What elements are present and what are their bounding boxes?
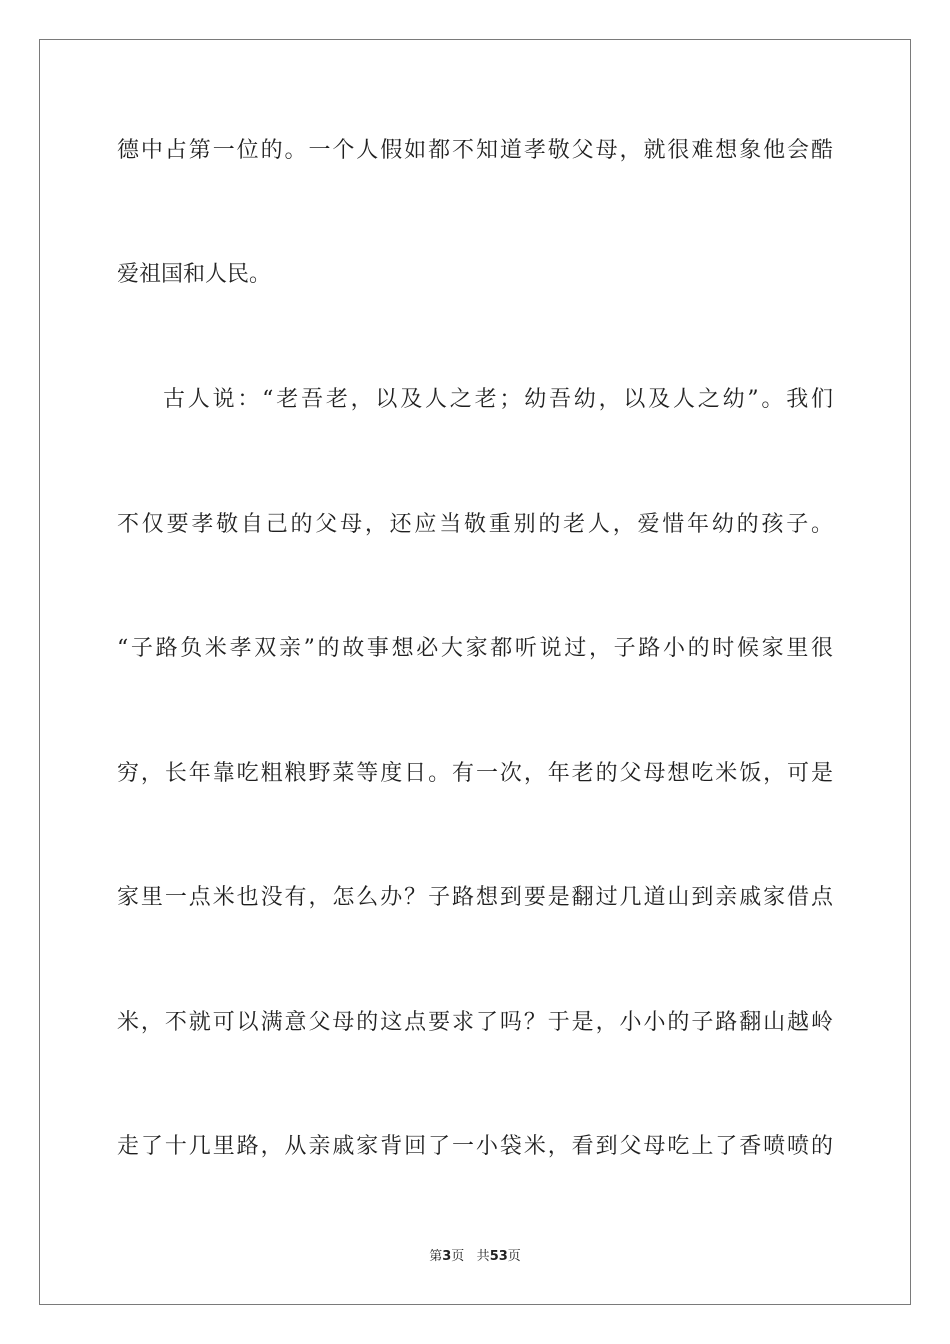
page-prefix: 第 [429,1249,443,1264]
page-number: 3 [442,1249,452,1264]
page-footer [0,1245,950,1269]
page-suffix: 页 [451,1249,465,1264]
text-line: 古人说：“老吾老，以及人之老；幼吾幼，以及人之幼”。我们 [163,387,833,412]
total-pages: 53 [489,1249,508,1264]
total-prefix: 共 [476,1249,490,1264]
page-frame [39,39,911,1305]
text-line: 不仅要孝敬自己的父母，还应当敬重别的老人，爱惜年幼的孩子。 [117,512,833,537]
text-line: “子路负米孝双亲”的故事想必大家都听说过，子路小的时候家里很 [117,636,833,661]
text-line: 穷，长年靠吃粗粮野菜等度日。有一次，年老的父母想吃米饭，可是 [117,761,833,786]
text-line: 走了十几里路，从亲戚家背回了一小袋米，看到父母吃上了香喷喷的 [117,1134,833,1159]
text-line: 德中占第一位的。一个人假如都不知道孝敬父母，就很难想象他会酷 [117,138,833,163]
total-suffix: 页 [507,1249,521,1264]
text-line: 米，不就可以满意父母的这点要求了吗？于是，小小的子路翻山越岭 [117,1010,833,1035]
text-line: 爱祖国和人民。 [117,262,272,287]
text-line: 家里一点米也没有，怎么办？子路想到要是翻过几道山到亲戚家借点 [117,885,833,910]
